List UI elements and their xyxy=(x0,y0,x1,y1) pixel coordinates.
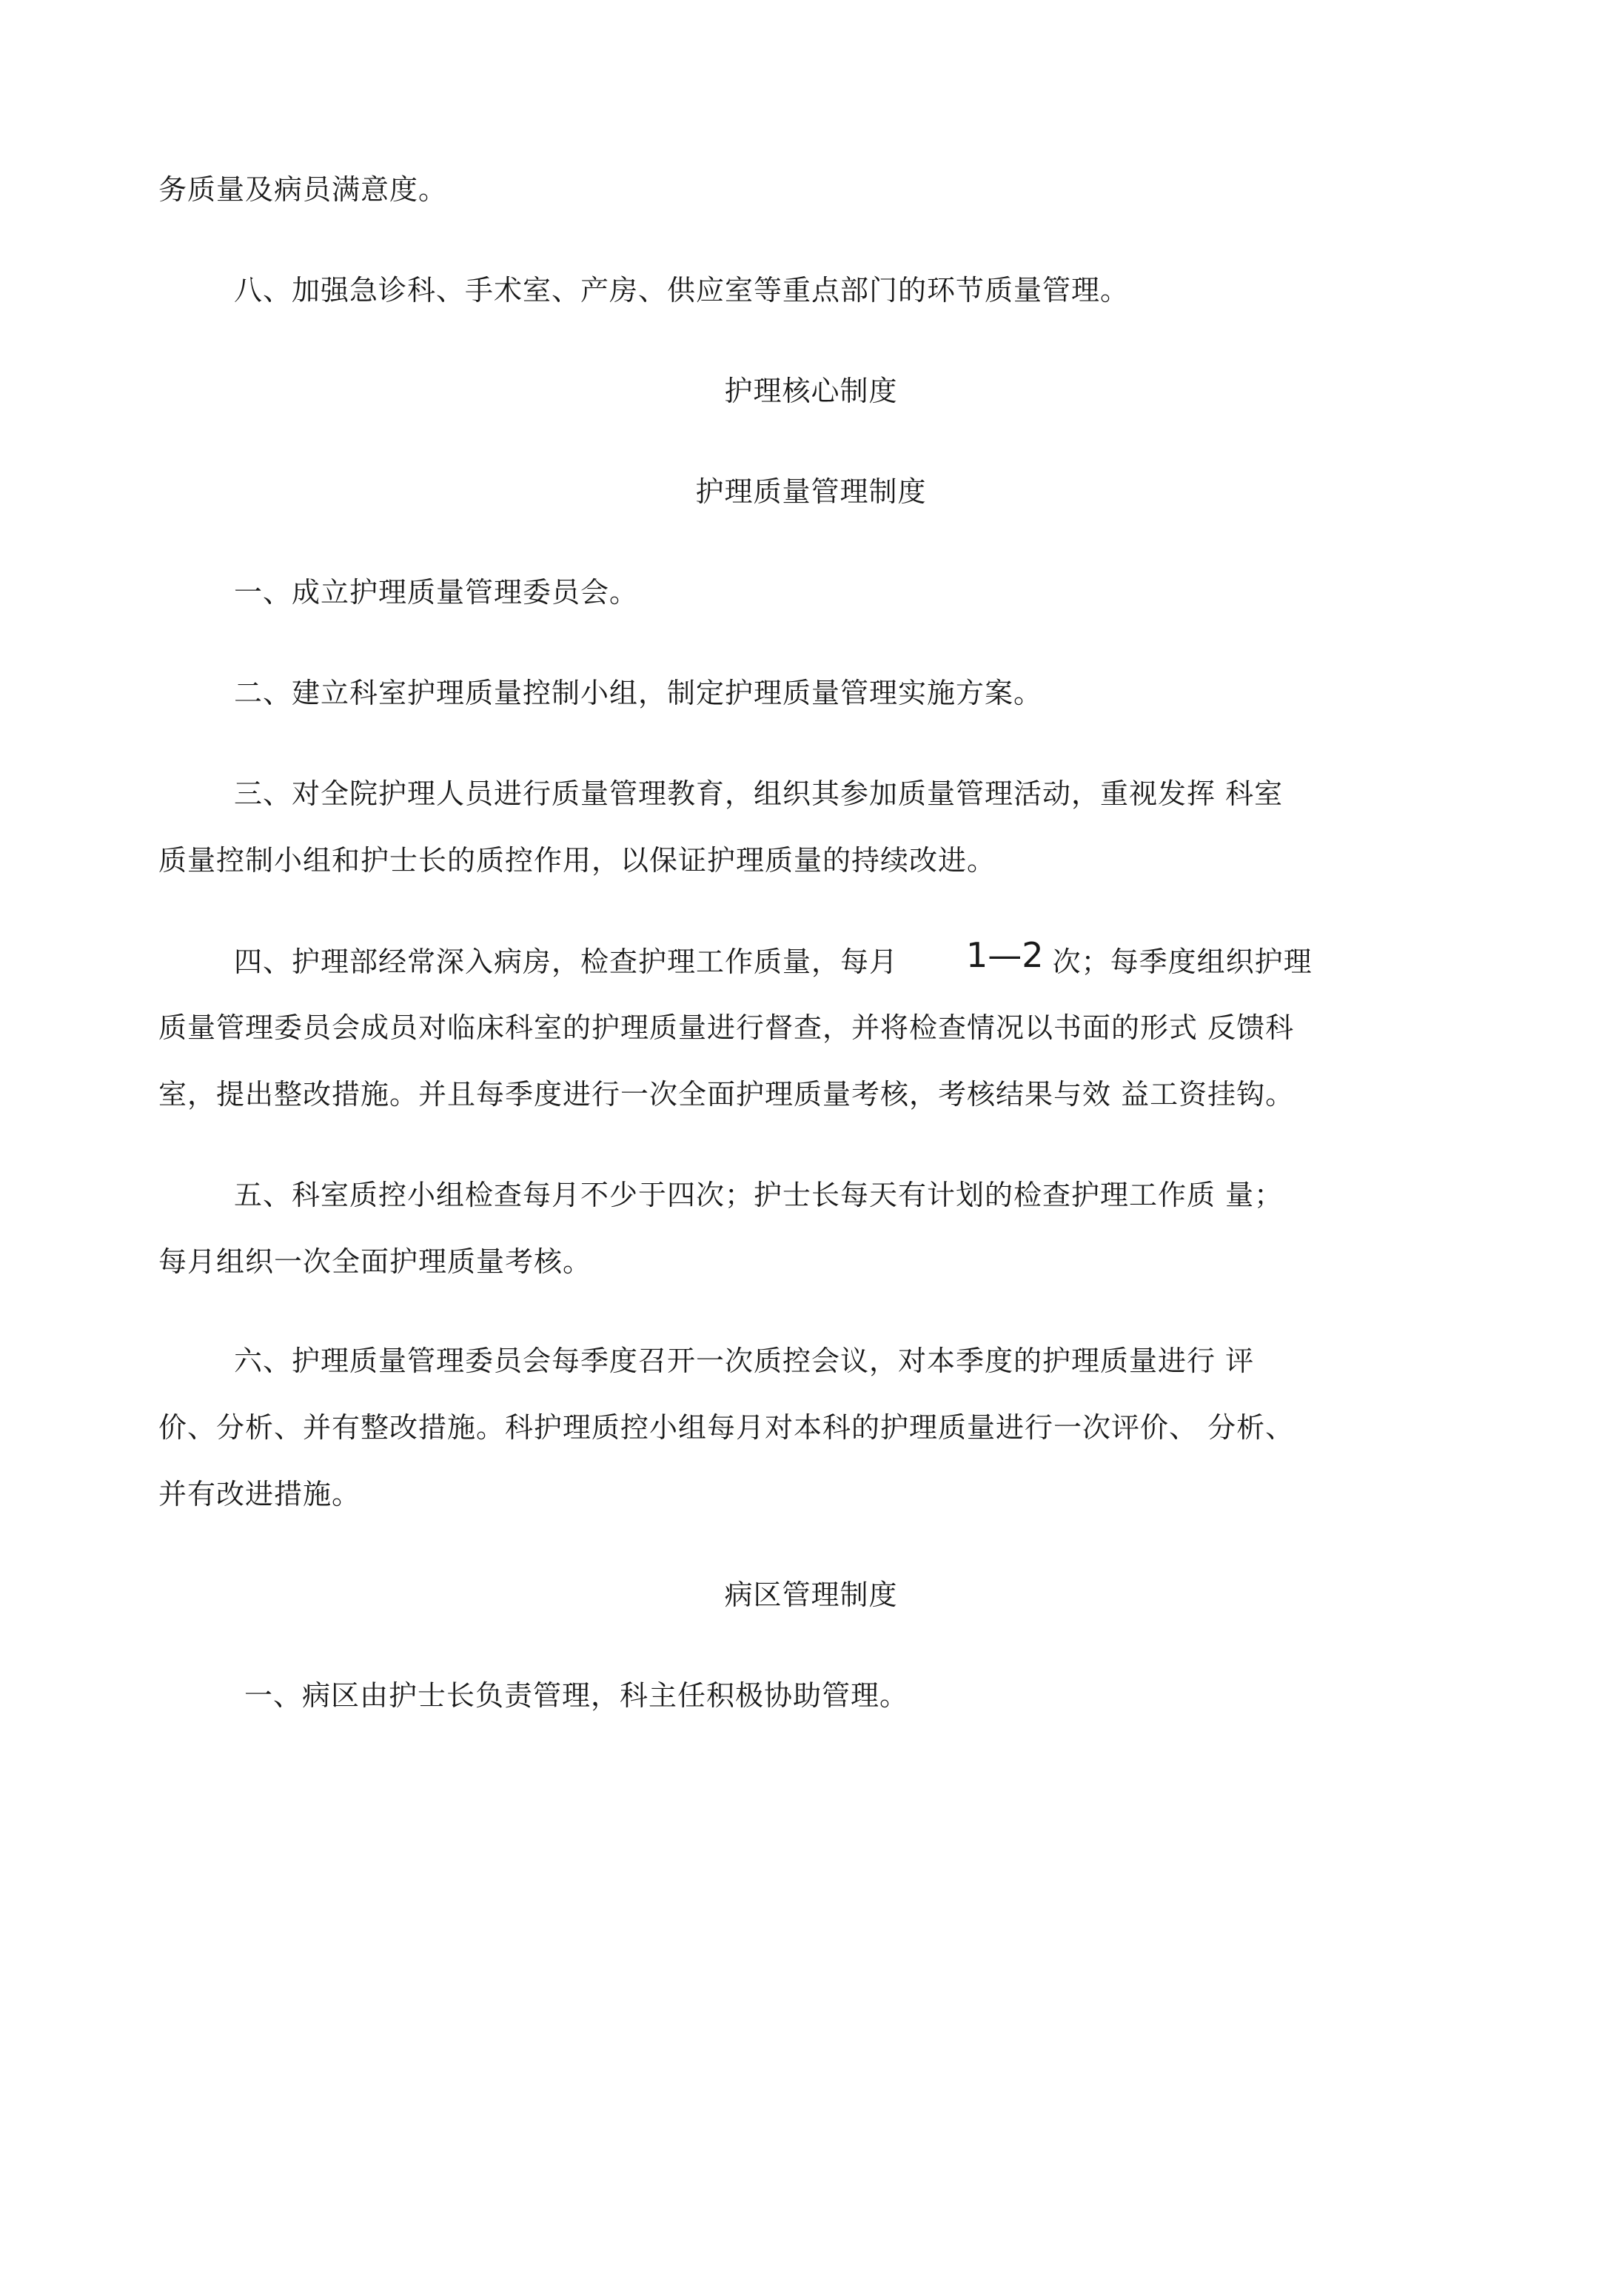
paragraph-line: 五、科室质控小组检查每月不少于四次；护士长每天有计划的检查护理工作质 量； xyxy=(234,1179,1284,1211)
section-heading: 病区管理制度 xyxy=(724,1579,898,1611)
paragraph-line: 每月组织一次全面护理质量考核。 xyxy=(158,1245,592,1278)
paragraph-line: 二、建立科室护理质量控制小组，制定护理质量管理实施方案。 xyxy=(234,677,1043,709)
paragraph-line: 八、加强急诊科、手术室、产房、供应室等重点部门的环节质量管理。 xyxy=(234,274,1130,307)
paragraph-text: 四、护理部经常深入病房，检查护理工作质量，每月 xyxy=(234,945,899,978)
paragraph-line: 质量控制小组和护士长的质控作用，以保证护理质量的持续改进。 xyxy=(158,844,996,877)
section-heading: 护理质量管理制度 xyxy=(695,475,927,508)
paragraph-line: 价、分析、并有整改措施。科护理质控小组每月对本科的护理质量进行一次评价、 分析、 xyxy=(158,1411,1295,1444)
paragraph-line: 一、成立护理质量管理委员会。 xyxy=(234,576,639,609)
paragraph-line: 务质量及病员满意度。 xyxy=(158,173,448,206)
paragraph-text: 次；每季度组织护理 xyxy=(1052,945,1313,978)
paragraph-line: 室，提出整改措施。并且每季度进行一次全面护理质量考核，考核结果与效 益工资挂钩。 xyxy=(158,1078,1295,1111)
paragraph-line: 质量管理委员会成员对临床科室的护理质量进行督查，并将检查情况以书面的形式 反馈科 xyxy=(158,1011,1295,1044)
section-heading: 护理核心制度 xyxy=(724,375,898,407)
paragraph-line: 六、护理质量管理委员会每季度召开一次质控会议，对本季度的护理质量进行 评 xyxy=(234,1345,1255,1377)
frequency-number: 1—2 xyxy=(966,935,1044,975)
paragraph-line: 三、对全院护理人员进行质量管理教育，组织其参加质量管理活动，重视发挥 科室 xyxy=(234,777,1284,810)
paragraph-line xyxy=(234,935,1313,980)
paragraph-line: 一、病区由护士长负责管理，科主任积极协助管理。 xyxy=(244,1679,909,1712)
paragraph-line: 并有改进措施。 xyxy=(158,1478,361,1510)
